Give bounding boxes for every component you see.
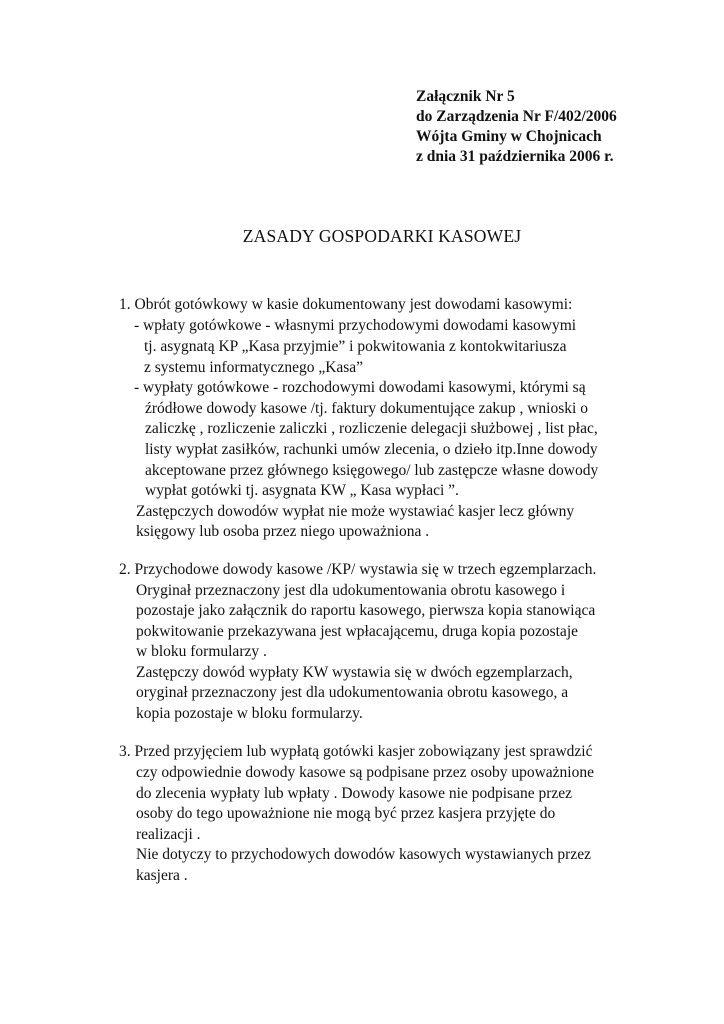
section-3-line-7: kasjera . xyxy=(136,867,188,884)
section-3-line-3: do zlecenia wypłaty lub wpłaty . Dowody kasowe nie podpisane przez xyxy=(136,785,573,802)
section-1-line-5: - wypłaty gotówkowe - rozchodowymi dowodami kasowymi, którymi są xyxy=(134,379,586,396)
section-1-line-12: księgowy lub osoba przez niego upoważniona . xyxy=(136,523,430,540)
ordinance-reference: do Zarządzenia Nr F/402/2006 xyxy=(416,108,617,125)
section-1-line-9: akceptowane przez głównego księgowego/ lub zastępcze własne dowody xyxy=(145,462,599,479)
annex-header xyxy=(416,87,617,167)
issuer: Wójta Gminy w Chojnicach xyxy=(416,128,602,145)
section-2-line-1: 2. Przychodowe dowody kasowe /KP/ wystawia się w trzech egzemplarzach. xyxy=(119,561,597,578)
section-1-line-10: wypłat gotówki tj. asygnata KW „ Kasa wypłaci ”. xyxy=(145,482,459,499)
section-2-line-8: kopia pozostaje w bloku formularzy. xyxy=(136,705,363,722)
annex-number: Załącznik Nr 5 xyxy=(416,88,515,105)
section-1-line-4: z systemu informatycznego „Kasa” xyxy=(144,359,364,376)
page-title: ZASADY GOSPODARKI KASOWEJ xyxy=(242,226,522,246)
section-3-line-4: osoby do tego upoważnione nie mogą być przez kasjera przyjęte do xyxy=(136,805,556,822)
issue-date: z dnia 31 października 2006 r. xyxy=(416,148,614,165)
section-2-line-3: pozostaje jako załącznik do raportu kasowego, pierwsza kopia stanowiąca xyxy=(136,602,596,619)
section-1-line-7: zaliczkę , rozliczenie zaliczki , rozliczenie delegacji służbowej , list płac, xyxy=(145,420,598,437)
section-3-line-5: realizacji . xyxy=(136,826,201,843)
section-1-line-8: listy wypłat zasiłków, rachunki umów zlecenia, o dzieło itp.Inne dowody xyxy=(145,441,598,458)
section-1-line-11: Zastępczych dowodów wypłat nie może wystawiać kasjer lecz główny xyxy=(136,503,575,520)
section-2-line-6: Zastępczy dowód wypłaty KW wystawia się w dwóch egzemplarzach, xyxy=(136,664,573,681)
section-2-line-7: oryginał przeznaczony jest dla udokumentowania obrotu kasowego, a xyxy=(136,684,569,701)
section-1-line-6: źródłowe dowody kasowe /tj. faktury dokumentujące zakup , wnioski o xyxy=(145,400,588,417)
section-3-line-2: czy odpowiednie dowody kasowe są podpisane przez osoby upoważnione xyxy=(136,764,594,781)
section-3-line-1: 3. Przed przyjęciem lub wypłatą gotówki kasjer zobowiązany jest sprawdzić xyxy=(119,743,593,760)
section-1-line-3: tj. asygnatą KP „Kasa przyjmie” i pokwitowania z kontokwitariusza xyxy=(144,338,567,355)
section-2-line-2: Oryginał przeznaczony jest dla udokumentowania obrotu kasowego i xyxy=(136,582,566,599)
section-2-line-4: pokwitowanie przekazywana jest wpłacającemu, druga kopia pozostaje xyxy=(136,623,578,640)
section-2-line-5: w bloku formularzy . xyxy=(136,643,267,660)
section-3-line-6: Nie dotyczy to przychodowych dowodów kasowych wystawianych przez xyxy=(136,846,591,863)
section-1-line-1: 1. Obrót gotówkowy w kasie dokumentowany jest dowodami kasowymi: xyxy=(119,296,573,313)
section-1-line-2: - wpłaty gotówkowe - własnymi przychodowymi dowodami kasowymi xyxy=(134,317,577,334)
